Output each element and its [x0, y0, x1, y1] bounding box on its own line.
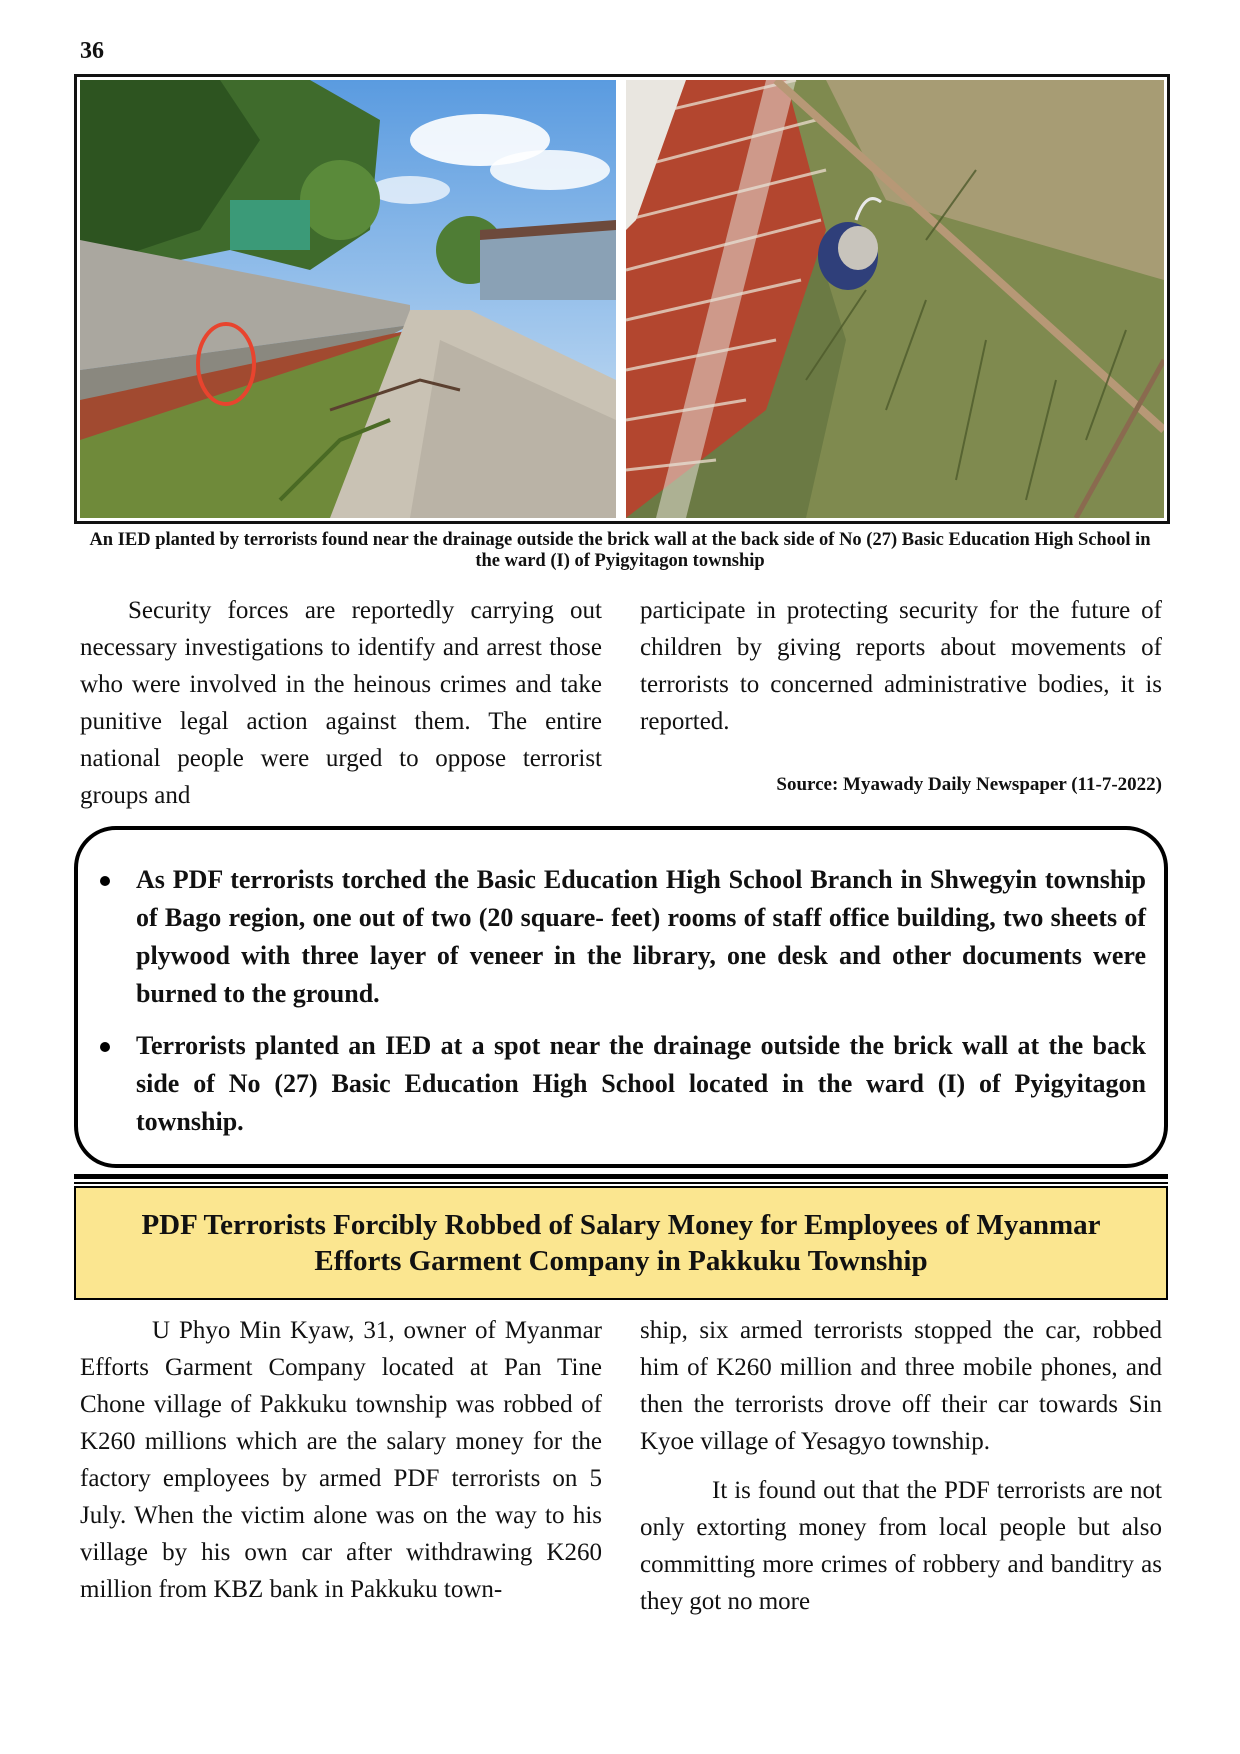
summary-item-text: As PDF terrorists torched the Basic Education High School Branch in Shwegyin township of Bago region, one out of two (20 square- feet) rooms of staff office building, two sheets of plywood with three layer of veneer in the library, one desk and other documents were burned to the ground. — [136, 865, 1146, 1008]
article1-source: Source: Myawady Daily Newspaper (11-7-2022) — [776, 774, 1162, 795]
article2-headline-box — [74, 1186, 1168, 1300]
photo-figure — [74, 74, 1170, 524]
article1-right-column — [640, 592, 1162, 740]
article2-headline: PDF Terrorists Forcibly Robbed of Salary Money for Employees of Myanmar Efforts Garment Company in Pakkuku Township — [141, 1209, 1101, 1277]
article1-left-column — [80, 592, 602, 814]
summary-item — [100, 861, 1146, 1013]
summary-list — [100, 861, 1146, 1155]
article2-right-column — [640, 1312, 1162, 1620]
section-divider-thin — [74, 1182, 1168, 1184]
bullet-icon — [100, 1042, 110, 1052]
section-divider — [74, 1174, 1168, 1179]
page-number: 36 — [80, 38, 104, 64]
article2-left-column — [80, 1312, 602, 1608]
summary-item — [100, 1027, 1146, 1141]
article2-paragraph-left: U Phyo Min Kyaw, 31, owner of Myanmar Efforts Garment Company located at Pan Tine Chone village of Pakkuku township was robbed of K260 millions which are the salary money for the factory employees by armed PDF terrorists on 5 July. When the victim alone was on the way to his village by his own car after withdrawing K260 million from KBZ bank in Pakkuku town- — [80, 1317, 602, 1603]
article1-paragraph-right: participate in protecting security for the future of children by giving reports about movements of terrorists to concerned administrative bodies, it is reported. — [640, 597, 1162, 735]
article2-paragraph-right-2: It is found out that the PDF terrorists are not only extorting money from local people but also committing more crimes of robbery and banditry as they got no more — [640, 1477, 1162, 1615]
article1-paragraph-left: Security forces are reportedly carrying out necessary investigations to identify and arrest those who were involved in the heinous crimes and take punitive legal action against them. The entire national people were urged to oppose terrorist groups and — [80, 597, 602, 809]
summary-box — [74, 826, 1168, 1168]
summary-item-text: Terrorists planted an IED at a spot near the drainage outside the brick wall at the back side of No (27) Basic Education High School located in the ward (I) of Pyigyitagon township. — [136, 1031, 1146, 1136]
photo-caption: An IED planted by terrorists found near the drainage outside the brick wall at the back side of No (27) Basic Education High School in the ward (I) of Pyigyitagon township — [89, 530, 1151, 571]
street-drain-photo — [80, 80, 616, 518]
bullet-icon — [100, 876, 110, 886]
article2-paragraph-right-1: ship, six armed terrorists stopped the car, robbed him of K260 million and three mobile phones, and then the terrorists drove off their car towards Sin Kyoe village of Yesagyo township. — [640, 1317, 1162, 1455]
ied-in-grass-photo — [626, 80, 1164, 518]
